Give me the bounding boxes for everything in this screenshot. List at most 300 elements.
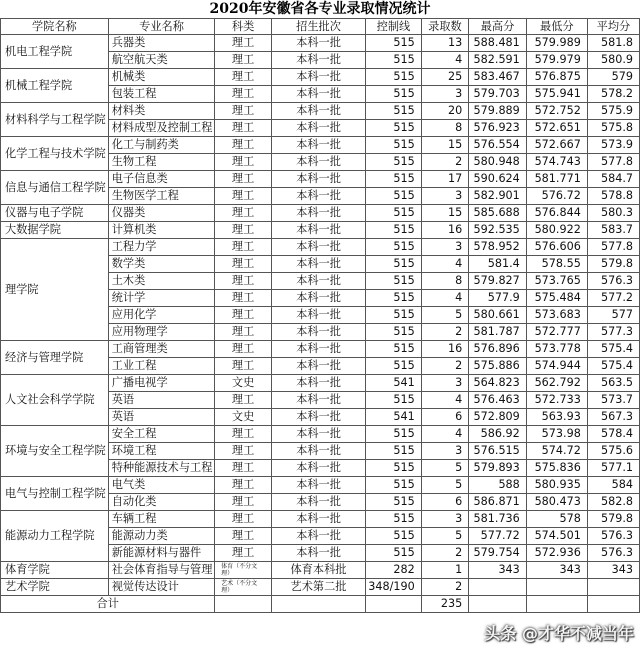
avg-score-cell: 577.2 [587,290,639,307]
max-score-cell: 585.688 [469,205,527,222]
college-cell: 仪器与电子学院 [1,205,109,222]
header-batch: 招生批次 [271,19,365,35]
admitted-cell: 2 [421,154,469,171]
batch-cell: 本科一批 [271,69,365,86]
admitted-cell: 1 [421,562,469,579]
min-score-cell: 578 [526,511,587,528]
major-cell: 社会体育指导与管理 [108,562,215,579]
avg-score-cell: 583.7 [587,222,639,239]
major-cell: 环境工程 [108,443,215,460]
major-cell: 统计学 [108,290,215,307]
batch-cell: 本科一批 [271,239,365,256]
major-cell: 航空航天类 [108,52,215,69]
major-cell: 视觉传达设计 [108,579,215,596]
avg-score-cell: 578.4 [587,426,639,443]
college-cell: 环境与安全工程学院 [1,426,109,477]
avg-score-cell: 576.3 [587,545,639,562]
category-note: 艺术（不分文理） [221,580,258,594]
min-score-cell: 576.606 [526,239,587,256]
admitted-cell: 4 [421,290,469,307]
major-cell: 车辆工程 [108,511,215,528]
control-line-cell: 282 [366,562,421,579]
min-score-cell: 575.484 [526,290,587,307]
table-row [1,579,640,596]
admitted-cell: 5 [421,460,469,477]
control-line-cell: 515 [366,239,421,256]
table-row [1,137,640,154]
max-score-cell: 586.92 [469,426,527,443]
category-cell: 理工 [215,103,271,120]
batch-cell: 本科一批 [271,171,365,188]
batch-cell: 本科一批 [271,154,365,171]
batch-cell: 本科一批 [271,460,365,477]
batch-cell: 本科一批 [271,103,365,120]
control-line-cell: 515 [366,358,421,375]
min-score-cell: 573.98 [526,426,587,443]
major-cell: 包装工程 [108,86,215,103]
major-cell: 电子信息类 [108,171,215,188]
admitted-cell: 15 [421,137,469,154]
max-score-cell: 576.554 [469,137,527,154]
avg-score-cell [587,579,639,596]
min-score-cell: 580.935 [526,477,587,494]
max-score-cell: 579.893 [469,460,527,477]
max-score-cell: 580.661 [469,307,527,324]
batch-cell: 本科一批 [271,528,365,545]
control-line-cell: 515 [366,460,421,477]
batch-cell: 本科一批 [271,392,365,409]
header-control-line: 控制线 [366,19,421,35]
college-cell: 机械工程学院 [1,69,109,103]
category-cell: 理工 [215,35,271,52]
control-line-cell: 515 [366,171,421,188]
major-cell: 仪器类 [108,205,215,222]
major-cell: 生物工程 [108,154,215,171]
avg-score-cell: 577.1 [587,460,639,477]
min-score-cell: 574.72 [526,443,587,460]
min-score-cell: 343 [526,562,587,579]
min-score-cell: 572.651 [526,120,587,137]
category-cell: 理工 [215,426,271,443]
major-cell: 计算机类 [108,222,215,239]
header-major: 专业名称 [108,19,215,35]
table-row [1,239,640,256]
control-line-cell: 515 [366,324,421,341]
table-row [1,562,640,579]
category-cell: 理工 [215,86,271,103]
avg-score-cell: 577 [587,307,639,324]
avg-score-cell: 580.3 [587,205,639,222]
total-label: 合计 [1,596,215,613]
avg-score-cell: 343 [587,562,639,579]
major-cell: 能源动力类 [108,528,215,545]
control-line-cell: 515 [366,290,421,307]
college-cell: 信息与通信工程学院 [1,171,109,205]
empty-cell [215,596,271,613]
max-score-cell: 586.871 [469,494,527,511]
college-cell: 能源动力工程学院 [1,511,109,562]
admitted-cell: 25 [421,69,469,86]
admitted-cell: 15 [421,205,469,222]
category-cell: 理工 [215,222,271,239]
control-line-cell: 515 [366,426,421,443]
control-line-cell: 515 [366,494,421,511]
min-score-cell: 574.944 [526,358,587,375]
max-score-cell: 576.463 [469,392,527,409]
min-score-cell: 575.941 [526,86,587,103]
admitted-cell: 4 [421,256,469,273]
max-score-cell: 592.535 [469,222,527,239]
max-score-cell: 579.827 [469,273,527,290]
avg-score-cell: 584 [587,477,639,494]
max-score-cell: 582.901 [469,188,527,205]
avg-score-cell: 577.8 [587,154,639,171]
college-cell: 经济与管理学院 [1,341,109,375]
college-cell: 艺术学院 [1,579,109,596]
avg-score-cell: 579.8 [587,256,639,273]
min-score-cell: 563.93 [526,409,587,426]
admitted-cell: 20 [421,103,469,120]
min-score-cell: 574.743 [526,154,587,171]
avg-score-cell: 575.4 [587,358,639,375]
control-line-cell: 515 [366,392,421,409]
college-cell: 体育学院 [1,562,109,579]
max-score-cell: 577.9 [469,290,527,307]
batch-cell: 本科一批 [271,290,365,307]
avg-score-cell: 579 [587,69,639,86]
min-score-cell: 572.667 [526,137,587,154]
min-score-cell: 575.836 [526,460,587,477]
control-line-cell: 515 [366,307,421,324]
min-score-cell: 572.777 [526,324,587,341]
max-score-cell: 580.948 [469,154,527,171]
batch-cell: 本科一批 [271,426,365,443]
admission-table [0,18,640,613]
min-score-cell: 572.733 [526,392,587,409]
major-cell: 电气类 [108,477,215,494]
admitted-cell: 2 [421,358,469,375]
category-cell: 理工 [215,171,271,188]
batch-cell: 体育本科批 [271,562,365,579]
batch-cell: 本科一批 [271,494,365,511]
empty-cell [271,596,365,613]
category-cell: 理工 [215,120,271,137]
control-line-cell: 515 [366,35,421,52]
control-line-cell: 515 [366,511,421,528]
table-row [1,35,640,52]
max-score-cell: 576.515 [469,443,527,460]
category-cell: 理工 [215,545,271,562]
category-cell: 理工 [215,188,271,205]
avg-score-cell: 576.3 [587,528,639,545]
category-cell: 理工 [215,290,271,307]
table-row [1,511,640,528]
header-avg: 平均分 [587,19,639,35]
control-line-cell: 515 [366,69,421,86]
control-line-cell: 515 [366,545,421,562]
header-row [1,19,640,35]
total-row [1,596,640,613]
min-score-cell: 579.979 [526,52,587,69]
avg-score-cell: 575.9 [587,103,639,120]
max-score-cell: 579.754 [469,545,527,562]
control-line-cell: 515 [366,154,421,171]
college-cell: 电气与控制工程学院 [1,477,109,511]
major-cell: 兵器类 [108,35,215,52]
control-line-cell: 515 [366,205,421,222]
avg-score-cell: 582.8 [587,494,639,511]
batch-cell: 本科一批 [271,511,365,528]
avg-score-cell: 567.3 [587,409,639,426]
batch-cell: 本科一批 [271,222,365,239]
control-line-cell: 515 [366,256,421,273]
max-score-cell [469,579,527,596]
category-cell: 理工 [215,256,271,273]
avg-score-cell: 577.3 [587,324,639,341]
avg-score-cell: 578.2 [587,86,639,103]
control-line-cell: 541 [366,375,421,392]
min-score-cell: 573.765 [526,273,587,290]
batch-cell: 本科一批 [271,545,365,562]
category-cell: 理工 [215,460,271,477]
empty-cell [366,596,421,613]
category-cell: 理工 [215,528,271,545]
batch-cell: 本科一批 [271,409,365,426]
batch-cell: 艺术第二批 [271,579,365,596]
college-cell: 机电工程学院 [1,35,109,69]
max-score-cell: 581.736 [469,511,527,528]
control-line-cell: 348/190 [366,579,421,596]
major-cell: 广播电视学 [108,375,215,392]
major-cell: 特种能源技术与工程 [108,460,215,477]
admitted-cell: 3 [421,239,469,256]
major-cell: 生物医学工程 [108,188,215,205]
header-min: 最低分 [526,19,587,35]
avg-score-cell: 575.8 [587,120,639,137]
min-score-cell: 562.792 [526,375,587,392]
min-score-cell: 581.771 [526,171,587,188]
category-cell: 理工 [215,52,271,69]
table-row [1,222,640,239]
avg-score-cell: 579.8 [587,511,639,528]
max-score-cell: 578.952 [469,239,527,256]
max-score-cell: 572.809 [469,409,527,426]
admitted-cell: 4 [421,52,469,69]
max-score-cell: 576.896 [469,341,527,358]
avg-score-cell: 581.8 [587,35,639,52]
min-score-cell: 572.752 [526,103,587,120]
admitted-cell: 3 [421,86,469,103]
category-cell: 理工 [215,137,271,154]
max-score-cell: 343 [469,562,527,579]
max-score-cell: 588 [469,477,527,494]
max-score-cell: 590.624 [469,171,527,188]
admitted-cell: 5 [421,307,469,324]
batch-cell: 本科一批 [271,256,365,273]
min-score-cell [526,579,587,596]
category-cell: 理工 [215,307,271,324]
batch-cell: 本科一批 [271,341,365,358]
batch-cell: 本科一批 [271,307,365,324]
admitted-cell: 2 [421,324,469,341]
admitted-cell: 8 [421,273,469,290]
control-line-cell: 515 [366,103,421,120]
admitted-cell: 4 [421,392,469,409]
control-line-cell: 515 [366,528,421,545]
table-row [1,426,640,443]
control-line-cell: 515 [366,341,421,358]
college-cell: 人文社会科学学院 [1,375,109,426]
max-score-cell: 577.72 [469,528,527,545]
batch-cell: 本科一批 [271,52,365,69]
major-cell: 英语 [108,409,215,426]
table-row [1,205,640,222]
category-cell: 理工 [215,341,271,358]
admitted-cell: 17 [421,171,469,188]
batch-cell: 本科一批 [271,273,365,290]
max-score-cell: 579.703 [469,86,527,103]
major-cell: 材料类 [108,103,215,120]
batch-cell: 本科一批 [271,137,365,154]
admitted-cell: 2 [421,545,469,562]
min-score-cell: 576.844 [526,205,587,222]
max-score-cell: 588.481 [469,35,527,52]
batch-cell: 本科一批 [271,86,365,103]
control-line-cell: 515 [366,120,421,137]
max-score-cell: 581.787 [469,324,527,341]
major-cell: 英语 [108,392,215,409]
college-cell: 理学院 [1,239,109,341]
avg-score-cell: 580.9 [587,52,639,69]
admitted-cell: 13 [421,35,469,52]
category-cell: 理工 [215,358,271,375]
category-cell: 理工 [215,239,271,256]
batch-cell: 本科一批 [271,205,365,222]
college-cell: 化学工程与技术学院 [1,137,109,171]
table-row [1,477,640,494]
major-cell: 工程力学 [108,239,215,256]
category-cell: 文史 [215,409,271,426]
table-row [1,103,640,120]
category-cell [215,562,271,579]
table-row [1,375,640,392]
table-title: 2020年安徽省各专业录取情况统计 [209,1,431,17]
avg-score-cell: 576.3 [587,273,639,290]
max-score-cell: 576.923 [469,120,527,137]
major-cell: 材料成型及控制工程 [108,120,215,137]
batch-cell: 本科一批 [271,375,365,392]
batch-cell: 本科一批 [271,443,365,460]
control-line-cell: 515 [366,137,421,154]
major-cell: 工商管理类 [108,341,215,358]
min-score-cell: 580.473 [526,494,587,511]
category-cell: 理工 [215,392,271,409]
major-cell: 化工与制药类 [108,137,215,154]
admitted-cell: 3 [421,511,469,528]
category-cell: 理工 [215,324,271,341]
control-line-cell: 515 [366,443,421,460]
admitted-cell: 8 [421,120,469,137]
min-score-cell: 572.936 [526,545,587,562]
admitted-cell: 5 [421,528,469,545]
avg-score-cell: 578.8 [587,188,639,205]
min-score-cell: 579.989 [526,35,587,52]
category-note: 体育（不分文理） [221,563,258,577]
max-score-cell: 575.886 [469,358,527,375]
header-category: 科类 [215,19,271,35]
admitted-cell: 3 [421,375,469,392]
category-cell: 理工 [215,477,271,494]
category-cell: 理工 [215,494,271,511]
header-college: 学院名称 [1,19,109,35]
admitted-cell: 6 [421,494,469,511]
admitted-cell: 3 [421,443,469,460]
avg-score-cell: 573.9 [587,137,639,154]
major-cell: 数学类 [108,256,215,273]
min-score-cell: 580.922 [526,222,587,239]
major-cell: 新能源材料与器件 [108,545,215,562]
category-cell: 理工 [215,511,271,528]
major-cell: 工业工程 [108,358,215,375]
control-line-cell: 515 [366,86,421,103]
college-cell: 大数据学院 [1,222,109,239]
table-row [1,171,640,188]
batch-cell: 本科一批 [271,35,365,52]
admitted-cell: 5 [421,477,469,494]
header-max: 最高分 [469,19,527,35]
max-score-cell: 583.467 [469,69,527,86]
avg-score-cell: 577.8 [587,239,639,256]
avg-score-cell: 575.4 [587,341,639,358]
admitted-cell: 6 [421,409,469,426]
category-cell: 理工 [215,154,271,171]
avg-score-cell: 563.5 [587,375,639,392]
admitted-cell: 3 [421,188,469,205]
major-cell: 机械类 [108,69,215,86]
category-cell: 理工 [215,273,271,290]
empty-cell [587,596,639,613]
avg-score-cell: 575.6 [587,443,639,460]
college-cell: 材料科学与工程学院 [1,103,109,137]
max-score-cell: 581.4 [469,256,527,273]
batch-cell: 本科一批 [271,188,365,205]
category-cell: 理工 [215,205,271,222]
category-cell: 文史 [215,375,271,392]
admitted-cell: 16 [421,341,469,358]
batch-cell: 本科一批 [271,120,365,137]
min-score-cell: 576.875 [526,69,587,86]
min-score-cell: 576.72 [526,188,587,205]
major-cell: 应用物理学 [108,324,215,341]
category-cell [215,579,271,596]
admitted-cell: 2 [421,579,469,596]
min-score-cell: 573.778 [526,341,587,358]
control-line-cell: 515 [366,188,421,205]
category-cell: 理工 [215,443,271,460]
control-line-cell: 541 [366,409,421,426]
header-admitted: 录取数 [421,19,469,35]
empty-cell [526,596,587,613]
control-line-cell: 515 [366,52,421,69]
min-score-cell: 574.501 [526,528,587,545]
max-score-cell: 582.591 [469,52,527,69]
batch-cell: 本科一批 [271,477,365,494]
table-row [1,341,640,358]
major-cell: 安全工程 [108,426,215,443]
major-cell: 自动化类 [108,494,215,511]
avg-score-cell: 584.7 [587,171,639,188]
max-score-cell: 564.823 [469,375,527,392]
